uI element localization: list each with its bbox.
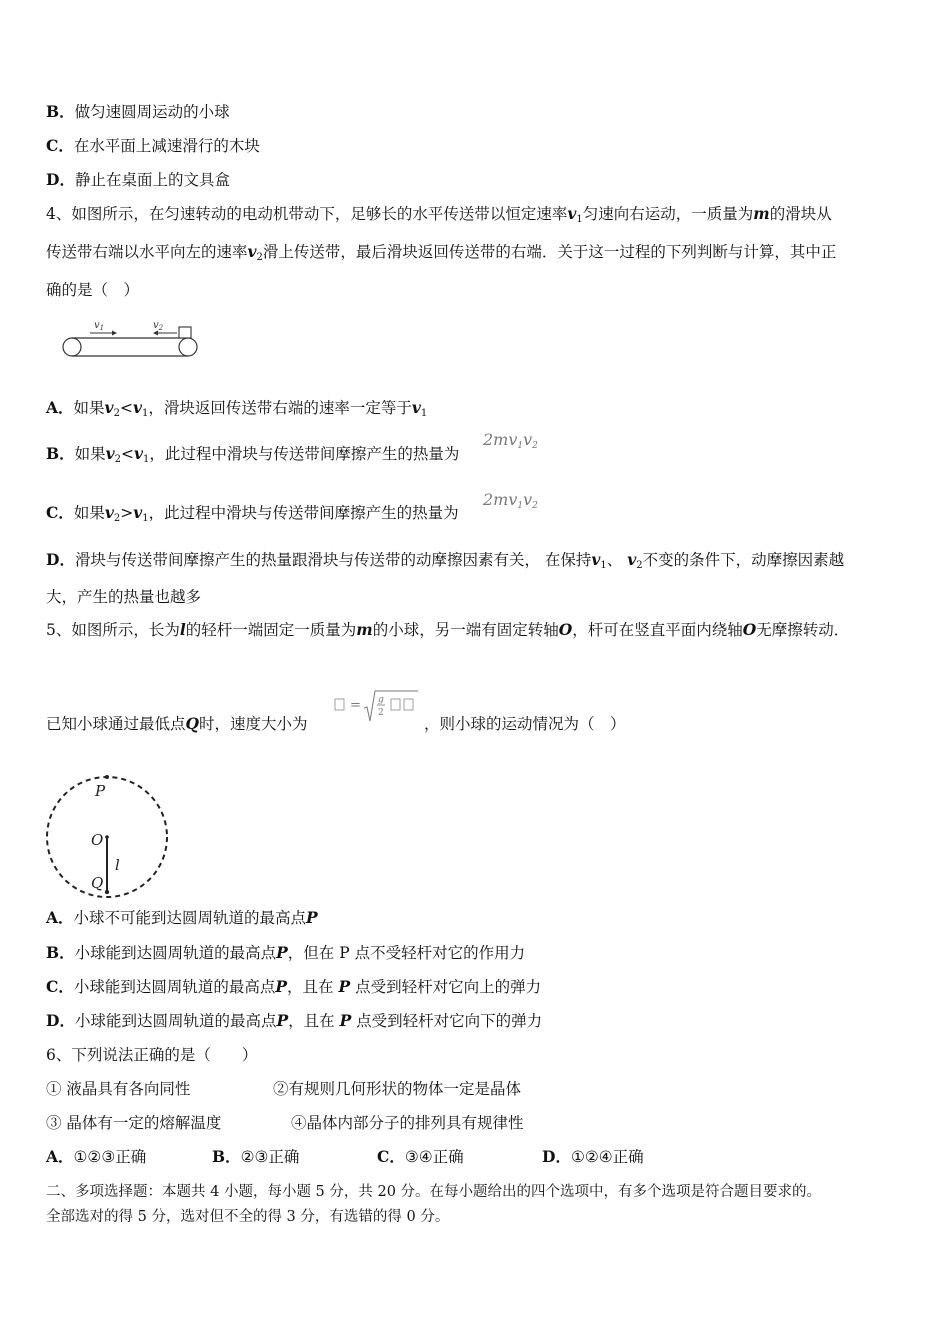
option-letter: A． [46, 1147, 74, 1166]
heat-formula-b: $2mv_1v_2$ [483, 430, 538, 451]
option-letter: C． [377, 1147, 405, 1166]
var-v: v [627, 550, 637, 569]
placeholder-box [335, 699, 344, 710]
subscript: 1 [143, 454, 150, 465]
option-letter: D． [46, 170, 75, 189]
var-O: O [742, 620, 757, 639]
q6-statement-3 [46, 1113, 221, 1133]
subscript: 2 [636, 560, 643, 571]
statement-text: ③ 晶体有一定的熔解温度 [46, 1114, 222, 1132]
option-text: 小球能到达圆周轨道的最高点 [74, 1012, 277, 1030]
option-letter: B． [212, 1147, 241, 1166]
statement-text: ④晶体内部分子的排列具有规律性 [291, 1114, 524, 1132]
placeholder-box [404, 699, 413, 710]
pivot-o [105, 835, 109, 839]
var-v: v [134, 444, 144, 463]
q5-stem-line-1 [46, 620, 849, 640]
q6-statement-1 [46, 1079, 190, 1099]
option-text: 静止在桌面上的文具盒 [74, 171, 230, 189]
var-P: P [276, 1011, 289, 1030]
arrow-v2-head [153, 331, 158, 336]
option-text: 在水平面上减速滑行的木块 [73, 137, 260, 155]
option-text: ①②③正确 [73, 1148, 147, 1166]
option-text: ①②④正确 [570, 1148, 644, 1166]
var-v: v [104, 398, 114, 417]
comparison: > [120, 504, 134, 522]
option-letter: A． [46, 908, 74, 927]
var-P: P [338, 977, 351, 996]
option-letter: D． [542, 1147, 571, 1166]
subscript: 2 [114, 454, 122, 465]
label-p: P [95, 782, 106, 800]
option-text: 小球能到达圆周轨道的最高点 [74, 944, 277, 962]
arrow-v1-head [112, 331, 117, 336]
statement-text: ②有规则几何形状的物体一定是晶体 [273, 1080, 522, 1098]
subscript: 2 [113, 408, 120, 419]
option-letter: A． [46, 398, 74, 417]
var-v: v [105, 444, 115, 463]
var-P: P [306, 908, 318, 927]
q4-option-d-line-1 [46, 550, 844, 576]
subscript: 1 [600, 560, 607, 571]
subscript: 1 [142, 513, 149, 524]
q4-stem-line-1 [46, 204, 832, 230]
var-v: v [247, 242, 257, 261]
q5-stem-line-2b [424, 714, 626, 734]
q6-statement-2 [273, 1079, 521, 1099]
label-v2: $v_2$ [153, 320, 164, 332]
option-letter: C． [46, 136, 74, 155]
separator: 、 [606, 551, 623, 569]
q4-option-c [46, 503, 459, 529]
q4-stem-line-2 [46, 242, 836, 268]
q5-option-b [46, 943, 525, 963]
q5-option-a [46, 908, 318, 928]
speed-formula [334, 688, 420, 730]
option-text: 如果 [73, 504, 105, 522]
option-text: 滑块与传送带间摩擦产生的热量跟滑块与传送带的动摩擦因素有关， 在保持 [74, 551, 592, 569]
q5-stem-text: 的小球，另一端有固定转轴 [372, 621, 559, 639]
option-text: 点受到轻杆对它向上的弹力 [355, 978, 542, 996]
q4-stem-line-3 [46, 280, 139, 300]
q6-option-b [212, 1147, 299, 1167]
subscript: 2 [113, 513, 121, 524]
equals-sign: = [350, 698, 361, 713]
option-text: 如果 [73, 399, 105, 417]
q3-option-c [46, 136, 260, 156]
q4-option-b [46, 444, 459, 470]
var-v: v [567, 204, 577, 223]
q4-option-d-line-2 [46, 587, 201, 607]
left-pulley [63, 338, 81, 356]
var-P: P [339, 1011, 352, 1030]
label-l: l [115, 856, 120, 874]
q6-statement-4 [291, 1113, 524, 1133]
label-o: O [91, 831, 104, 849]
option-letter: B． [46, 102, 75, 121]
var-v: v [133, 503, 143, 522]
var-v: v [411, 398, 421, 417]
q5-stem-text: 已知小球通过最低点 [46, 715, 186, 733]
q6-option-c [377, 1147, 464, 1167]
q6-stem-text: 6、下列说法正确的是（ ） [46, 1046, 258, 1064]
option-text: 大，产生的热量也越多 [46, 588, 202, 606]
option-text: ，且在 [288, 1012, 335, 1030]
option-text: ，但在 P 点不受轻杆对它的作用力 [287, 944, 526, 962]
q5-stem-text: 无摩擦转动． [756, 621, 850, 639]
q5-stem-text: 时，速度大小为 [199, 715, 308, 733]
placeholder-box [391, 699, 400, 710]
section-text: 全部选对的得 5 分，选对但不全的得 3 分，有选错的得 0 分。 [46, 1209, 450, 1225]
option-text: ，此过程中滑块与传送带间摩擦产生的热量为 [148, 504, 459, 522]
label-q: Q [91, 874, 104, 892]
var-l: l [179, 620, 186, 639]
subscript: 1 [141, 408, 149, 419]
var-v: v [132, 398, 142, 417]
right-pulley [179, 338, 197, 356]
option-text: 做匀速圆周运动的小球 [74, 103, 230, 121]
q5-stem-text: 的轻杆一端固定一质量为 [185, 621, 357, 639]
section-text: 二、多项选择题：本题共 4 小题，每小题 5 分，共 20 分。在每小题给出的四个选项中，有多个选项是符合题目要求的。 [46, 1184, 822, 1200]
q5-stem-text: ，杆可在竖直平面内绕轴 [572, 621, 743, 639]
q5-option-c [46, 977, 541, 997]
option-letter: B． [46, 943, 75, 962]
label-v1: $v_1$ [94, 320, 105, 332]
subscript: 1 [576, 214, 583, 225]
fraction-denominator: 2 [378, 708, 384, 718]
comparison: < [119, 399, 133, 417]
option-letter: B． [46, 444, 75, 463]
point-p-dot [105, 775, 109, 779]
comparison: < [121, 445, 135, 463]
option-text: 小球能到达圆周轨道的最高点 [73, 978, 276, 996]
circular-motion-figure [40, 770, 174, 898]
subscript: 1 [420, 408, 428, 419]
q3-option-b [46, 102, 230, 122]
option-letter: C． [46, 503, 74, 522]
q6-option-d [542, 1147, 644, 1167]
var-Q: Q [185, 714, 200, 733]
option-text: ②③正确 [240, 1148, 300, 1166]
var-v: v [104, 503, 114, 522]
var-v: v [591, 550, 601, 569]
var-m: m [753, 204, 770, 223]
slider-block [179, 327, 191, 338]
option-text: 不变的条件下，动摩擦因素越 [642, 551, 845, 569]
q6-option-a [46, 1147, 146, 1167]
q5-option-d [46, 1011, 542, 1031]
q4-option-a [46, 398, 427, 424]
option-text: 小球不可能到达圆周轨道的最高点 [73, 909, 307, 927]
q4-stem-text: 匀速向右运动，一质量为 [582, 205, 754, 223]
q5-stem-line-2a [46, 714, 308, 734]
section2-instructions-line-2 [46, 1207, 449, 1227]
q6-stem [46, 1045, 257, 1065]
var-P: P [276, 943, 288, 962]
fraction-numerator: g [378, 695, 384, 705]
q3-option-d [46, 170, 230, 190]
option-text: ，此过程中滑块与传送带间摩擦产生的热量为 [149, 445, 460, 463]
statement-text: ① 液晶具有各向同性 [46, 1080, 191, 1098]
var-P: P [275, 977, 288, 996]
option-text: ，且在 [287, 978, 334, 996]
option-text: 如果 [74, 445, 106, 463]
var-m: m [356, 620, 373, 639]
option-text: ③④正确 [404, 1148, 464, 1166]
var-O: O [558, 620, 573, 639]
section2-instructions-line-1 [46, 1182, 821, 1202]
subscript: 2 [256, 252, 263, 263]
option-letter: C． [46, 977, 74, 996]
q5-stem-text: 5、如图所示，长为 [46, 621, 180, 639]
q4-stem-text: 4、如图所示，在匀速转动的电动机带动下，足够长的水平传送带以恒定速率 [46, 205, 568, 223]
option-letter: D． [46, 1011, 75, 1030]
ball-q [105, 890, 109, 894]
option-text: 点受到轻杆对它向下的弹力 [356, 1012, 543, 1030]
conveyor-belt-figure [58, 318, 203, 360]
q4-stem-text: 确的是（ ） [46, 281, 140, 299]
heat-formula-c: $2mv_1v_2$ [483, 490, 538, 511]
q4-stem-text: 传送带右端以水平向左的速率 [46, 243, 248, 261]
option-text: ，滑块返回传送带右端的速率一定等于 [148, 399, 412, 417]
q4-stem-text: 滑上传送带，最后滑块返回传送带的右端．关于这一过程的下列判断与计算，其中正 [262, 243, 837, 261]
q4-stem-text: 的滑块从 [769, 205, 832, 223]
option-letter: D． [46, 550, 75, 569]
q5-stem-text: ，则小球的运动情况为（ ） [424, 715, 626, 733]
